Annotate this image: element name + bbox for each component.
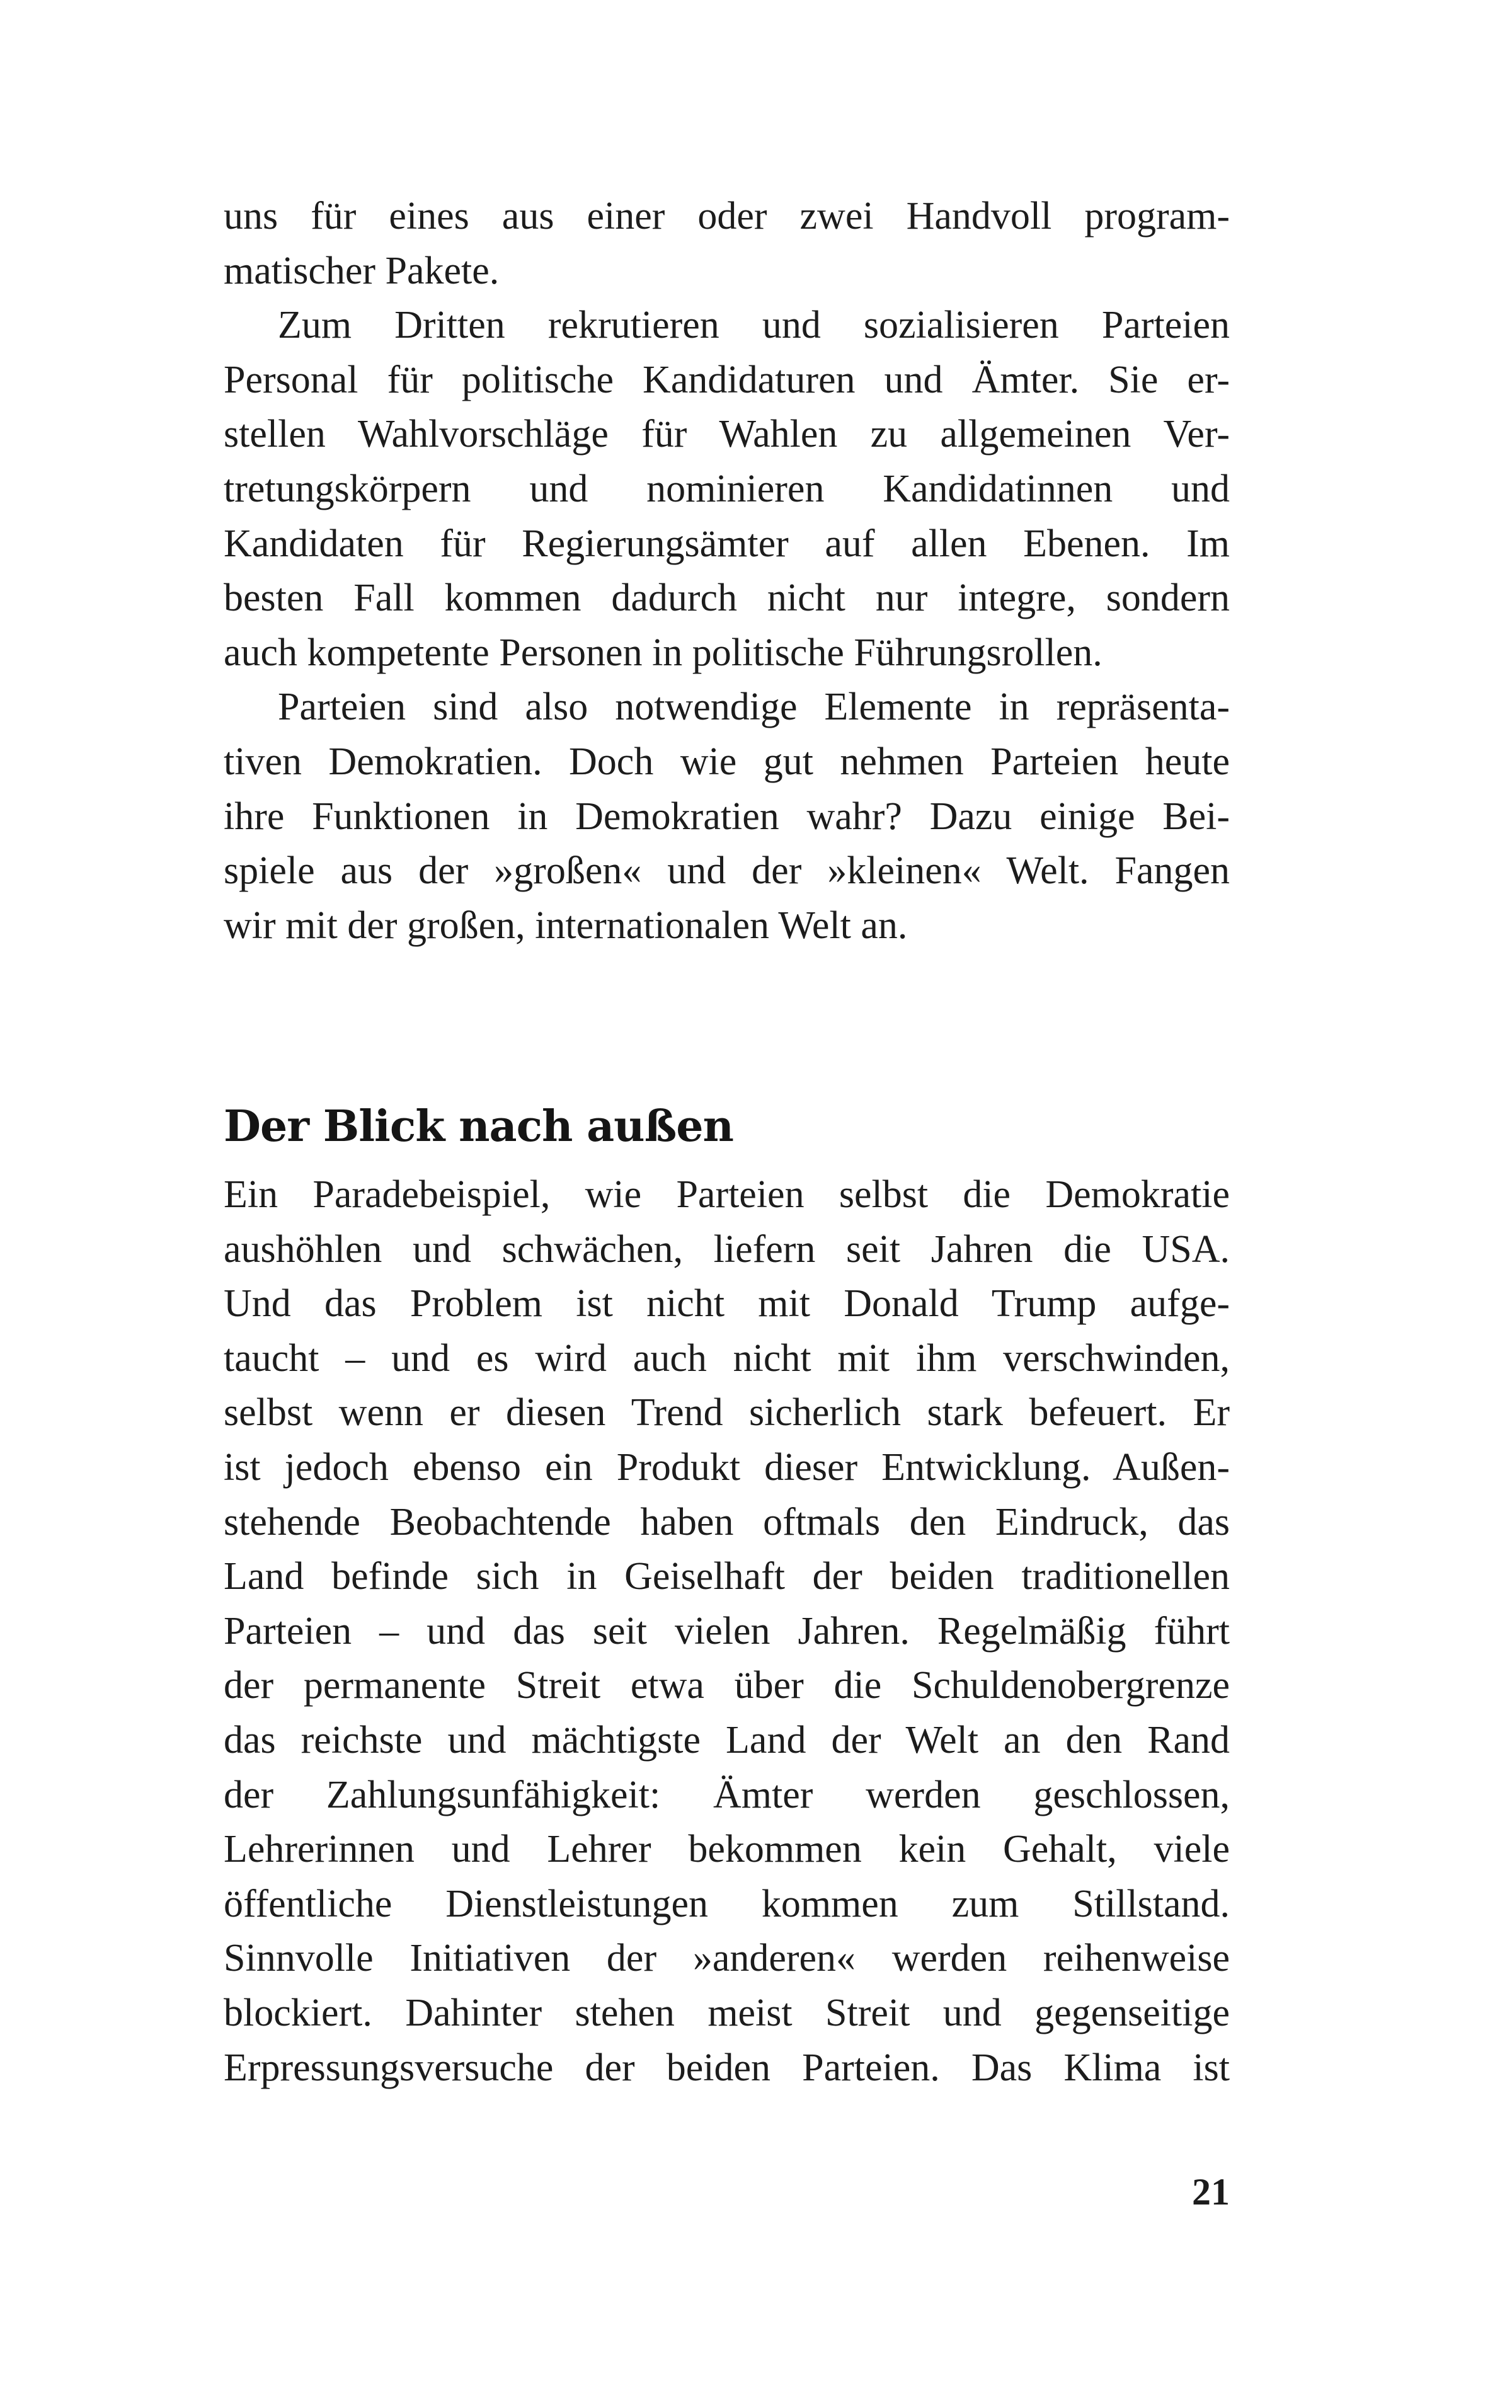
text-line: blockiert. Dahinter stehen meist Streit und gegenseitige xyxy=(224,1991,1230,2034)
body-text-section-1 xyxy=(224,189,1230,953)
page-number: 21 xyxy=(1192,2171,1230,2213)
text-line: spiele aus der »großen« und der »kleinen« Welt. Fangen xyxy=(224,849,1230,893)
text-line: Erpressungsversuche der beiden Parteien. Das Klima ist xyxy=(224,2046,1230,2089)
text-line: Lehrerinnen und Lehrer bekommen kein Gehalt, viele xyxy=(224,1828,1230,1871)
text-line: stehende Beobachtende haben oftmals den Eindruck, das xyxy=(224,1500,1230,1544)
text-line: tiven Demokratien. Doch wie gut nehmen Parteien heute xyxy=(224,740,1230,783)
text-line: tretungskörpern und nominieren Kandidatinnen und xyxy=(224,467,1230,510)
text-line: Parteien – und das seit vielen Jahren. Regelmäßig führt xyxy=(224,1609,1230,1653)
text-line: Zum Dritten rekrutieren und sozialisieren Parteien xyxy=(278,304,1230,347)
text-line: Parteien sind also notwendige Elemente in repräsenta- xyxy=(278,685,1230,729)
text-line: stellen Wahlvorschläge für Wahlen zu allgemeinen Ver- xyxy=(224,413,1230,456)
text-line: aushöhlen und schwächen, liefern seit Jahren die USA. xyxy=(224,1227,1230,1271)
text-line: das reichste und mächtigste Land der Welt an den Rand xyxy=(224,1718,1230,1762)
paragraph xyxy=(224,1167,1230,2095)
text-line: auch kompetente Personen in politische Führungsrollen. xyxy=(224,631,1102,674)
paragraph xyxy=(224,680,1230,953)
paragraph xyxy=(224,298,1230,680)
text-line: taucht – und es wird auch nicht mit ihm verschwinden, xyxy=(224,1336,1230,1380)
paragraph xyxy=(224,189,1230,298)
text-line: Kandidaten für Regierungsämter auf allen Ebenen. Im xyxy=(224,522,1230,565)
text-line: der Zahlungsunfähigkeit: Ämter werden geschlossen, xyxy=(224,1773,1230,1816)
text-line: ihre Funktionen in Demokratien wahr? Dazu einige Bei- xyxy=(224,794,1230,838)
text-line: uns für eines aus einer oder zwei Handvoll program- xyxy=(224,195,1230,238)
text-line: Ein Paradebeispiel, wie Parteien selbst die Demokratie xyxy=(224,1173,1230,1216)
text-line: Personal für politische Kandidaturen und Ämter. Sie er- xyxy=(224,358,1230,401)
text-line: ist jedoch ebenso ein Produkt dieser Entwicklung. Außen- xyxy=(224,1445,1230,1489)
section-heading: Der Blick nach außen xyxy=(224,1101,733,1152)
text-line: wir mit der großen, internationalen Welt an. xyxy=(224,903,908,947)
body-text-section-2 xyxy=(224,1167,1230,2095)
text-line: Sinnvolle Initiativen der »anderen« werden reihenweise xyxy=(224,1937,1230,1980)
text-line: besten Fall kommen dadurch nicht nur integre, sondern xyxy=(224,576,1230,620)
text-line: Und das Problem ist nicht mit Donald Trump aufge- xyxy=(224,1282,1230,1326)
text-line: Land befinde sich in Geiselhaft der beiden traditionellen xyxy=(224,1555,1230,1598)
text-line: der permanente Streit etwa über die Schuldenobergrenze xyxy=(224,1664,1230,1707)
text-line: selbst wenn er diesen Trend sicherlich stark befeuert. Er xyxy=(224,1391,1230,1435)
text-line: matischer Pakete. xyxy=(224,249,500,292)
text-line: öffentliche Dienstleistungen kommen zum Stillstand. xyxy=(224,1882,1230,1925)
